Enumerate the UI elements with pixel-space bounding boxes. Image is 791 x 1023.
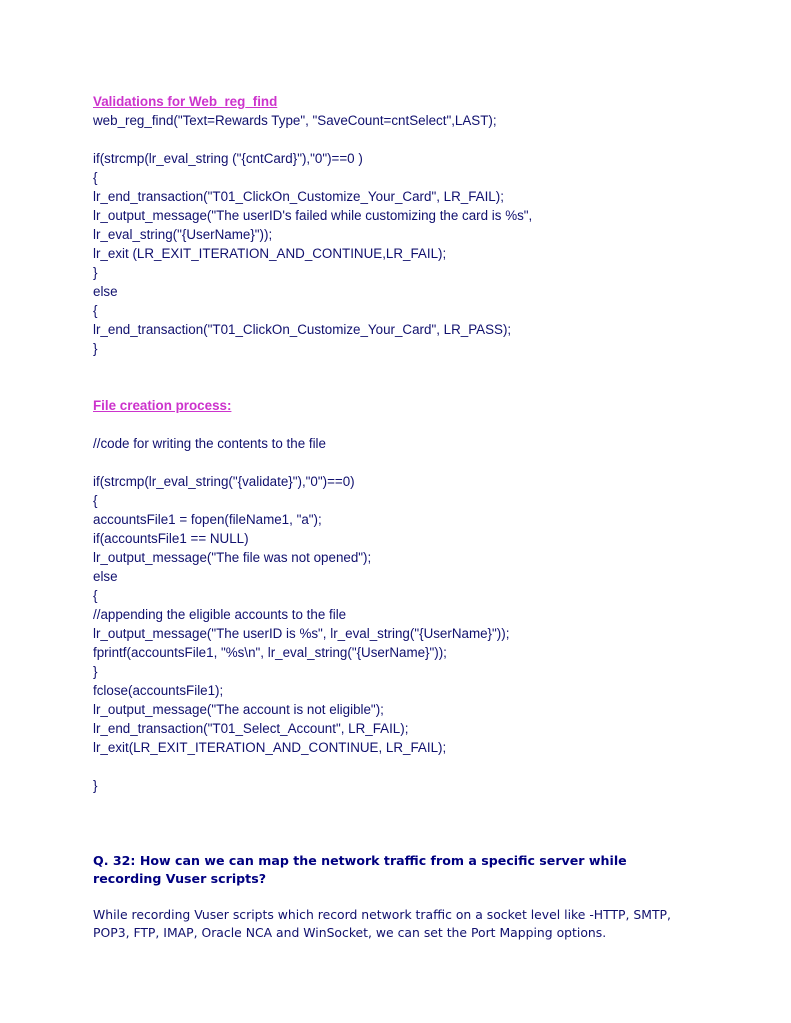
code-block-file-creation	[93, 472, 733, 757]
code-line: fclose(accountsFile1);	[93, 683, 224, 698]
code-line: lr_output_message("The file was not opened");	[93, 550, 372, 565]
code-closing-brace: }	[93, 778, 98, 793]
code-line: lr_output_message("The userID's failed while customizing the card is %s",	[93, 208, 533, 223]
code-line: lr_exit (LR_EXIT_ITERATION_AND_CONTINUE,LR_FAIL);	[93, 246, 447, 261]
code-line: {	[93, 493, 98, 508]
question-title: Q. 32: How can we can map the network traffic from a specific server while recording Vuser scripts?	[93, 853, 627, 886]
code-line: //appending the eligible accounts to the file	[93, 607, 347, 622]
code-line: lr_output_message("The account is not eligible");	[93, 702, 384, 717]
code-line: lr_eval_string("{UserName}"));	[93, 227, 273, 242]
code-line: else	[93, 569, 118, 584]
code-line: {	[93, 170, 98, 185]
section-heading-file-creation: File creation process:	[93, 398, 232, 413]
code-line: lr_output_message("The userID is %s", lr_eval_string("{UserName}"));	[93, 626, 510, 641]
code-line: lr_end_transaction("T01_ClickOn_Customize_Your_Card", LR_FAIL);	[93, 189, 504, 204]
code-line: if(accountsFile1 == NULL)	[93, 531, 249, 546]
code-line: }	[93, 664, 98, 679]
section-heading-validations: Validations for Web_reg_find	[93, 94, 278, 109]
code-line: web_reg_find("Text=Rewards Type", "SaveCount=cntSelect",LAST);	[93, 113, 497, 128]
code-line: {	[93, 303, 98, 318]
code-line: }	[93, 265, 98, 280]
code-line: if(strcmp(lr_eval_string("{validate}"),"0")==0)	[93, 474, 355, 489]
code-line: lr_exit(LR_EXIT_ITERATION_AND_CONTINUE, LR_FAIL);	[93, 740, 447, 755]
code-block-validation	[93, 149, 733, 358]
code-line: if(strcmp(lr_eval_string ("{cntCard}"),"0")==0 )	[93, 151, 363, 166]
code-line: fprintf(accountsFile1, "%s\n", lr_eval_string("{UserName}"));	[93, 645, 447, 660]
code-line: accountsFile1 = fopen(fileName1, "a");	[93, 512, 322, 527]
code-line: lr_end_transaction("T01_Select_Account", LR_FAIL);	[93, 721, 409, 736]
code-line: else	[93, 284, 118, 299]
code-line: {	[93, 588, 98, 603]
question-answer: While recording Vuser scripts which record network traffic on a socket level like -HTTP, SMTP, POP3, FTP, IMAP, Oracle NCA and WinSocket, we can set the Port Mapping options.	[93, 907, 671, 940]
code-line: }	[93, 341, 98, 356]
page-content	[93, 92, 733, 942]
code-comment: //code for writing the contents to the file	[93, 436, 326, 451]
code-line: lr_end_transaction("T01_ClickOn_Customize_Your_Card", LR_PASS);	[93, 322, 512, 337]
